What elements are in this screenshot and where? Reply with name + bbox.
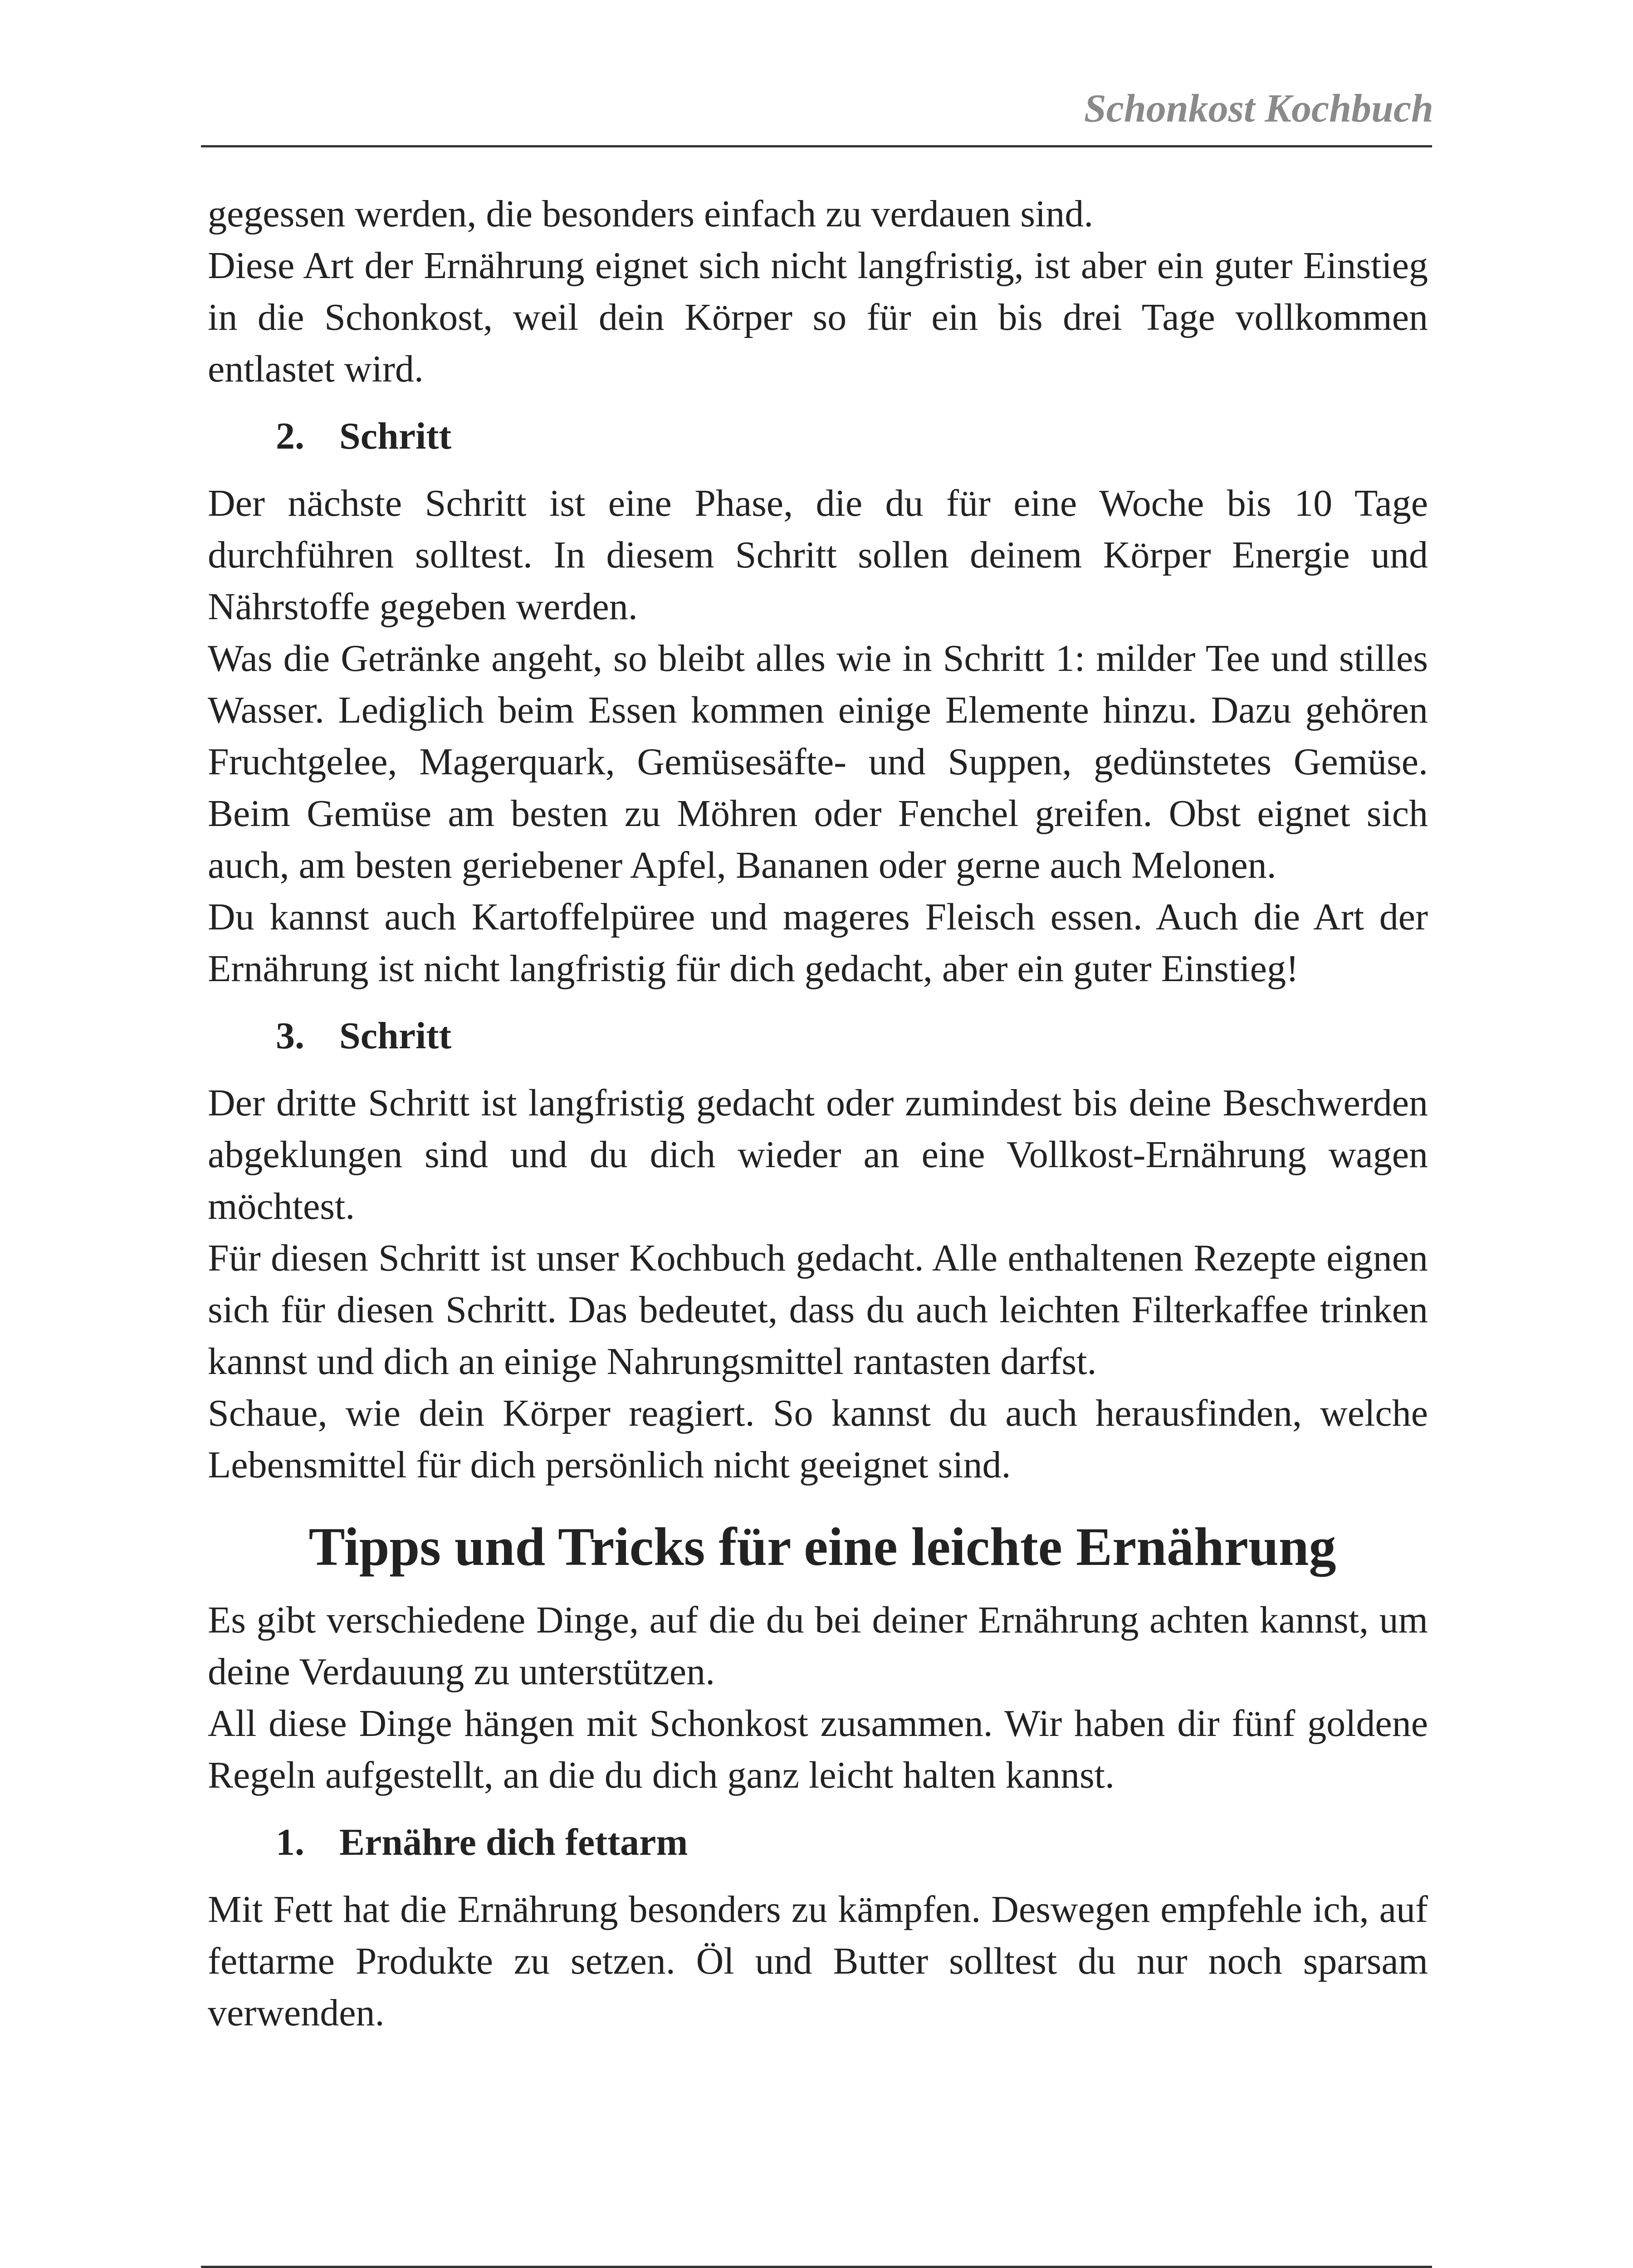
- step-number: 3.: [276, 1015, 304, 1057]
- footer-divider: [201, 2266, 1432, 2268]
- rule-number: 1.: [276, 1821, 304, 1863]
- running-header-title: Schonkost Kochbuch: [1084, 87, 1433, 131]
- section-heading: Tipps und Tricks für eine leichte Ernährung: [308, 1516, 1336, 1577]
- header-divider: [201, 145, 1432, 147]
- paragraph: Der dritte Schritt ist langfristig gedacht oder zumindest bis deine Beschwerden abgeklungen sind und du dich wieder an eine Vollkost-Ernährung wagen möchtest.: [208, 1082, 1428, 1227]
- paragraph: Es gibt verschiedene Dinge, auf die du bei deiner Ernährung achten kannst, um deine Verdauung zu unterstützen.: [208, 1599, 1428, 1693]
- page-body: [208, 188, 1428, 2039]
- paragraph: Diese Art der Ernährung eignet sich nicht langfristig, ist aber ein guter Einstieg in die Schonkost, weil dein Körper so für ein bis drei Tage vollkommen entlastet wird.: [208, 244, 1428, 390]
- paragraph: gegessen werden, die besonders einfach zu verdauen sind.: [208, 193, 1094, 235]
- paragraph: Der nächste Schritt ist eine Phase, die du für eine Woche bis 10 Tage durchführen solltest. In diesem Schritt sollen deinem Körper Energie und Nährstoffe gegeben werden.: [208, 482, 1428, 628]
- step-3-heading: [276, 1010, 1428, 1062]
- step-title: Schritt: [339, 1015, 452, 1057]
- paragraph: All diese Dinge hängen mit Schonkost zusammen. Wir haben dir fünf goldene Regeln aufgestellt, an die du dich ganz leicht halten kannst.: [208, 1702, 1428, 1796]
- paragraph: Du kannst auch Kartoffelpüree und mageres Fleisch essen. Auch die Art der Ernährung ist nicht langfristig für dich gedacht, aber ein guter Einstieg!: [208, 896, 1428, 990]
- rule-1-heading: [276, 1817, 1428, 1868]
- paragraph: Mit Fett hat die Ernährung besonders zu kämpfen. Deswegen empfehle ich, auf fettarme Produkte zu setzen. Öl und Butter solltest du nur noch sparsam verwenden.: [208, 1888, 1428, 2034]
- paragraph: Für diesen Schritt ist unser Kochbuch gedacht. Alle enthaltenen Rezepte eignen sich für diesen Schritt. Das bedeutet, dass du auch leichten Filterkaffee trinken kannst und dich an einige Nahrungsmittel rantasten darfst.: [208, 1237, 1428, 1383]
- rule-title: Ernähre dich fettarm: [339, 1821, 688, 1863]
- paragraph: Schaue, wie dein Körper reagiert. So kannst du auch herausfinden, welche Lebensmittel für dich persönlich nicht geeignet sind.: [208, 1392, 1428, 1486]
- paragraph: Was die Getränke angeht, so bleibt alles wie in Schritt 1: milder Tee und stilles Wasser. Lediglich beim Essen kommen einige Elemente hinzu. Dazu gehören Fruchtgelee, Magerquark, Gemüsesäfte- und Suppen, gedünstetes Gemüse. Beim Gemüse am besten zu Möhren oder Fenchel greifen. Obst eignet sich auch, am besten geriebener Apfel, Bananen oder gerne auch Melonen.: [208, 637, 1428, 886]
- step-title: Schritt: [339, 415, 452, 457]
- step-2-heading: [276, 411, 1428, 462]
- step-number: 2.: [276, 415, 304, 457]
